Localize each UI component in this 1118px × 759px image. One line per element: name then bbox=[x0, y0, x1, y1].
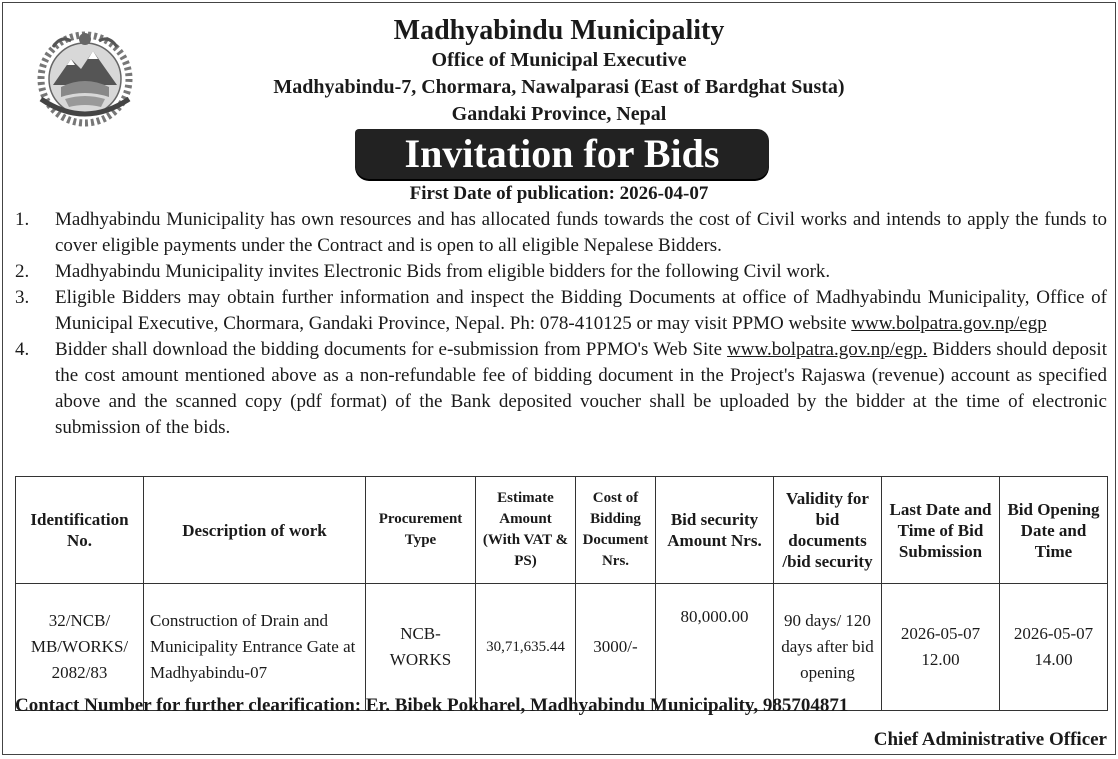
col-description: Description of work bbox=[144, 477, 366, 584]
col-identification: Identification No. bbox=[16, 477, 144, 584]
item-number: 3. bbox=[15, 287, 30, 308]
item-number: 1. bbox=[15, 209, 30, 230]
col-last-date: Last Date and Time of Bid Submission bbox=[882, 477, 1000, 584]
item-number: 4. bbox=[15, 339, 30, 360]
cell-estimate: 30,71,635.44 bbox=[476, 584, 576, 711]
item-text: Eligible Bidders may obtain further information and inspect the Bidding Documents at office of Madhyabindu Municipality, Office of Municipal Executive, Chormara, Gandaki Province, Nepal. Ph: 078-410125 or may visit PPMO website bbox=[55, 287, 1107, 334]
cell-identification: 32/NCB/ MB/WORKS/ 2082/83 bbox=[16, 584, 144, 711]
office-name: Office of Municipal Executive bbox=[431, 49, 687, 71]
bid-table bbox=[15, 476, 1108, 711]
cell-last-date: 2026-05-07 12.00 bbox=[882, 584, 1000, 711]
list-item bbox=[3, 207, 1107, 259]
item-number: 2. bbox=[15, 261, 30, 282]
municipality-name: Madhyabindu Municipality bbox=[393, 15, 725, 46]
publication-date: First Date of publication: 2026-04-07 bbox=[409, 183, 709, 204]
notice-items bbox=[3, 207, 1107, 441]
col-opening: Bid Opening Date and Time bbox=[1000, 477, 1108, 584]
list-item bbox=[3, 337, 1107, 441]
col-procurement-type: Procurement Type bbox=[366, 477, 476, 584]
col-document-cost: Cost of Bidding Document Nrs. bbox=[576, 477, 656, 584]
col-estimate: Estimate Amount (With VAT & PS) bbox=[476, 477, 576, 584]
signoff: Chief Administrative Officer bbox=[873, 729, 1107, 750]
cell-bid-security: 80,000.00 bbox=[656, 584, 774, 711]
notice-title-banner: Invitation for Bids bbox=[355, 129, 769, 179]
table-header-row bbox=[16, 477, 1108, 584]
col-bid-security: Bid security Amount Nrs. bbox=[656, 477, 774, 584]
cell-procurement-type: NCB- WORKS bbox=[366, 584, 476, 711]
item-text: Bidders should deposit the cost amount mentioned above as a non-refundable fee of bidding document in the Project's Rajaswa (revenue) account as specified above and the scanned copy (pdf format) of the Bank deposited voucher shall be uploaded by the bidder at the time of electronic submission of the bids. bbox=[55, 339, 1107, 438]
item-text: Madhyabindu Municipality has own resources and has allocated funds towards the cost of Civil works and intends to apply the funds to cover eligible payments under the Contract and is open to all eligible Nepalese Bidders. bbox=[55, 209, 1107, 256]
list-item bbox=[3, 285, 1107, 337]
cell-document-cost: 3000/- bbox=[576, 584, 656, 711]
cell-description: Construction of Drain and Municipality Entrance Gate at Madhyabindu-07 bbox=[144, 584, 366, 711]
ppmo-download-link[interactable]: www.bolpatra.gov.np/egp. bbox=[727, 339, 928, 360]
province: Gandaki Province, Nepal bbox=[451, 103, 667, 125]
col-validity: Validity for bid documents /bid security bbox=[774, 477, 882, 584]
list-item bbox=[3, 259, 1107, 285]
ppmo-website-link[interactable]: www.bolpatra.gov.np/egp bbox=[851, 313, 1047, 334]
contact-line: Contact Number for further clearification: Er. Bibek Pokharel, Madhyabindu Municipality, 985704871 bbox=[15, 695, 849, 716]
table-row bbox=[16, 584, 1108, 711]
bid-notice bbox=[2, 2, 1116, 755]
item-text: Madhyabindu Municipality invites Electronic Bids from eligible bidders for the following Civil work. bbox=[55, 261, 831, 282]
cell-opening: 2026-05-07 14.00 bbox=[1000, 584, 1108, 711]
cell-validity: 90 days/ 120 days after bid opening bbox=[774, 584, 882, 711]
office-address: Madhyabindu-7, Chormara, Nawalparasi (East of Bardghat Susta) bbox=[273, 76, 845, 98]
item-text: Bidder shall download the bidding documents for e-submission from PPMO's Web Site bbox=[55, 339, 728, 360]
